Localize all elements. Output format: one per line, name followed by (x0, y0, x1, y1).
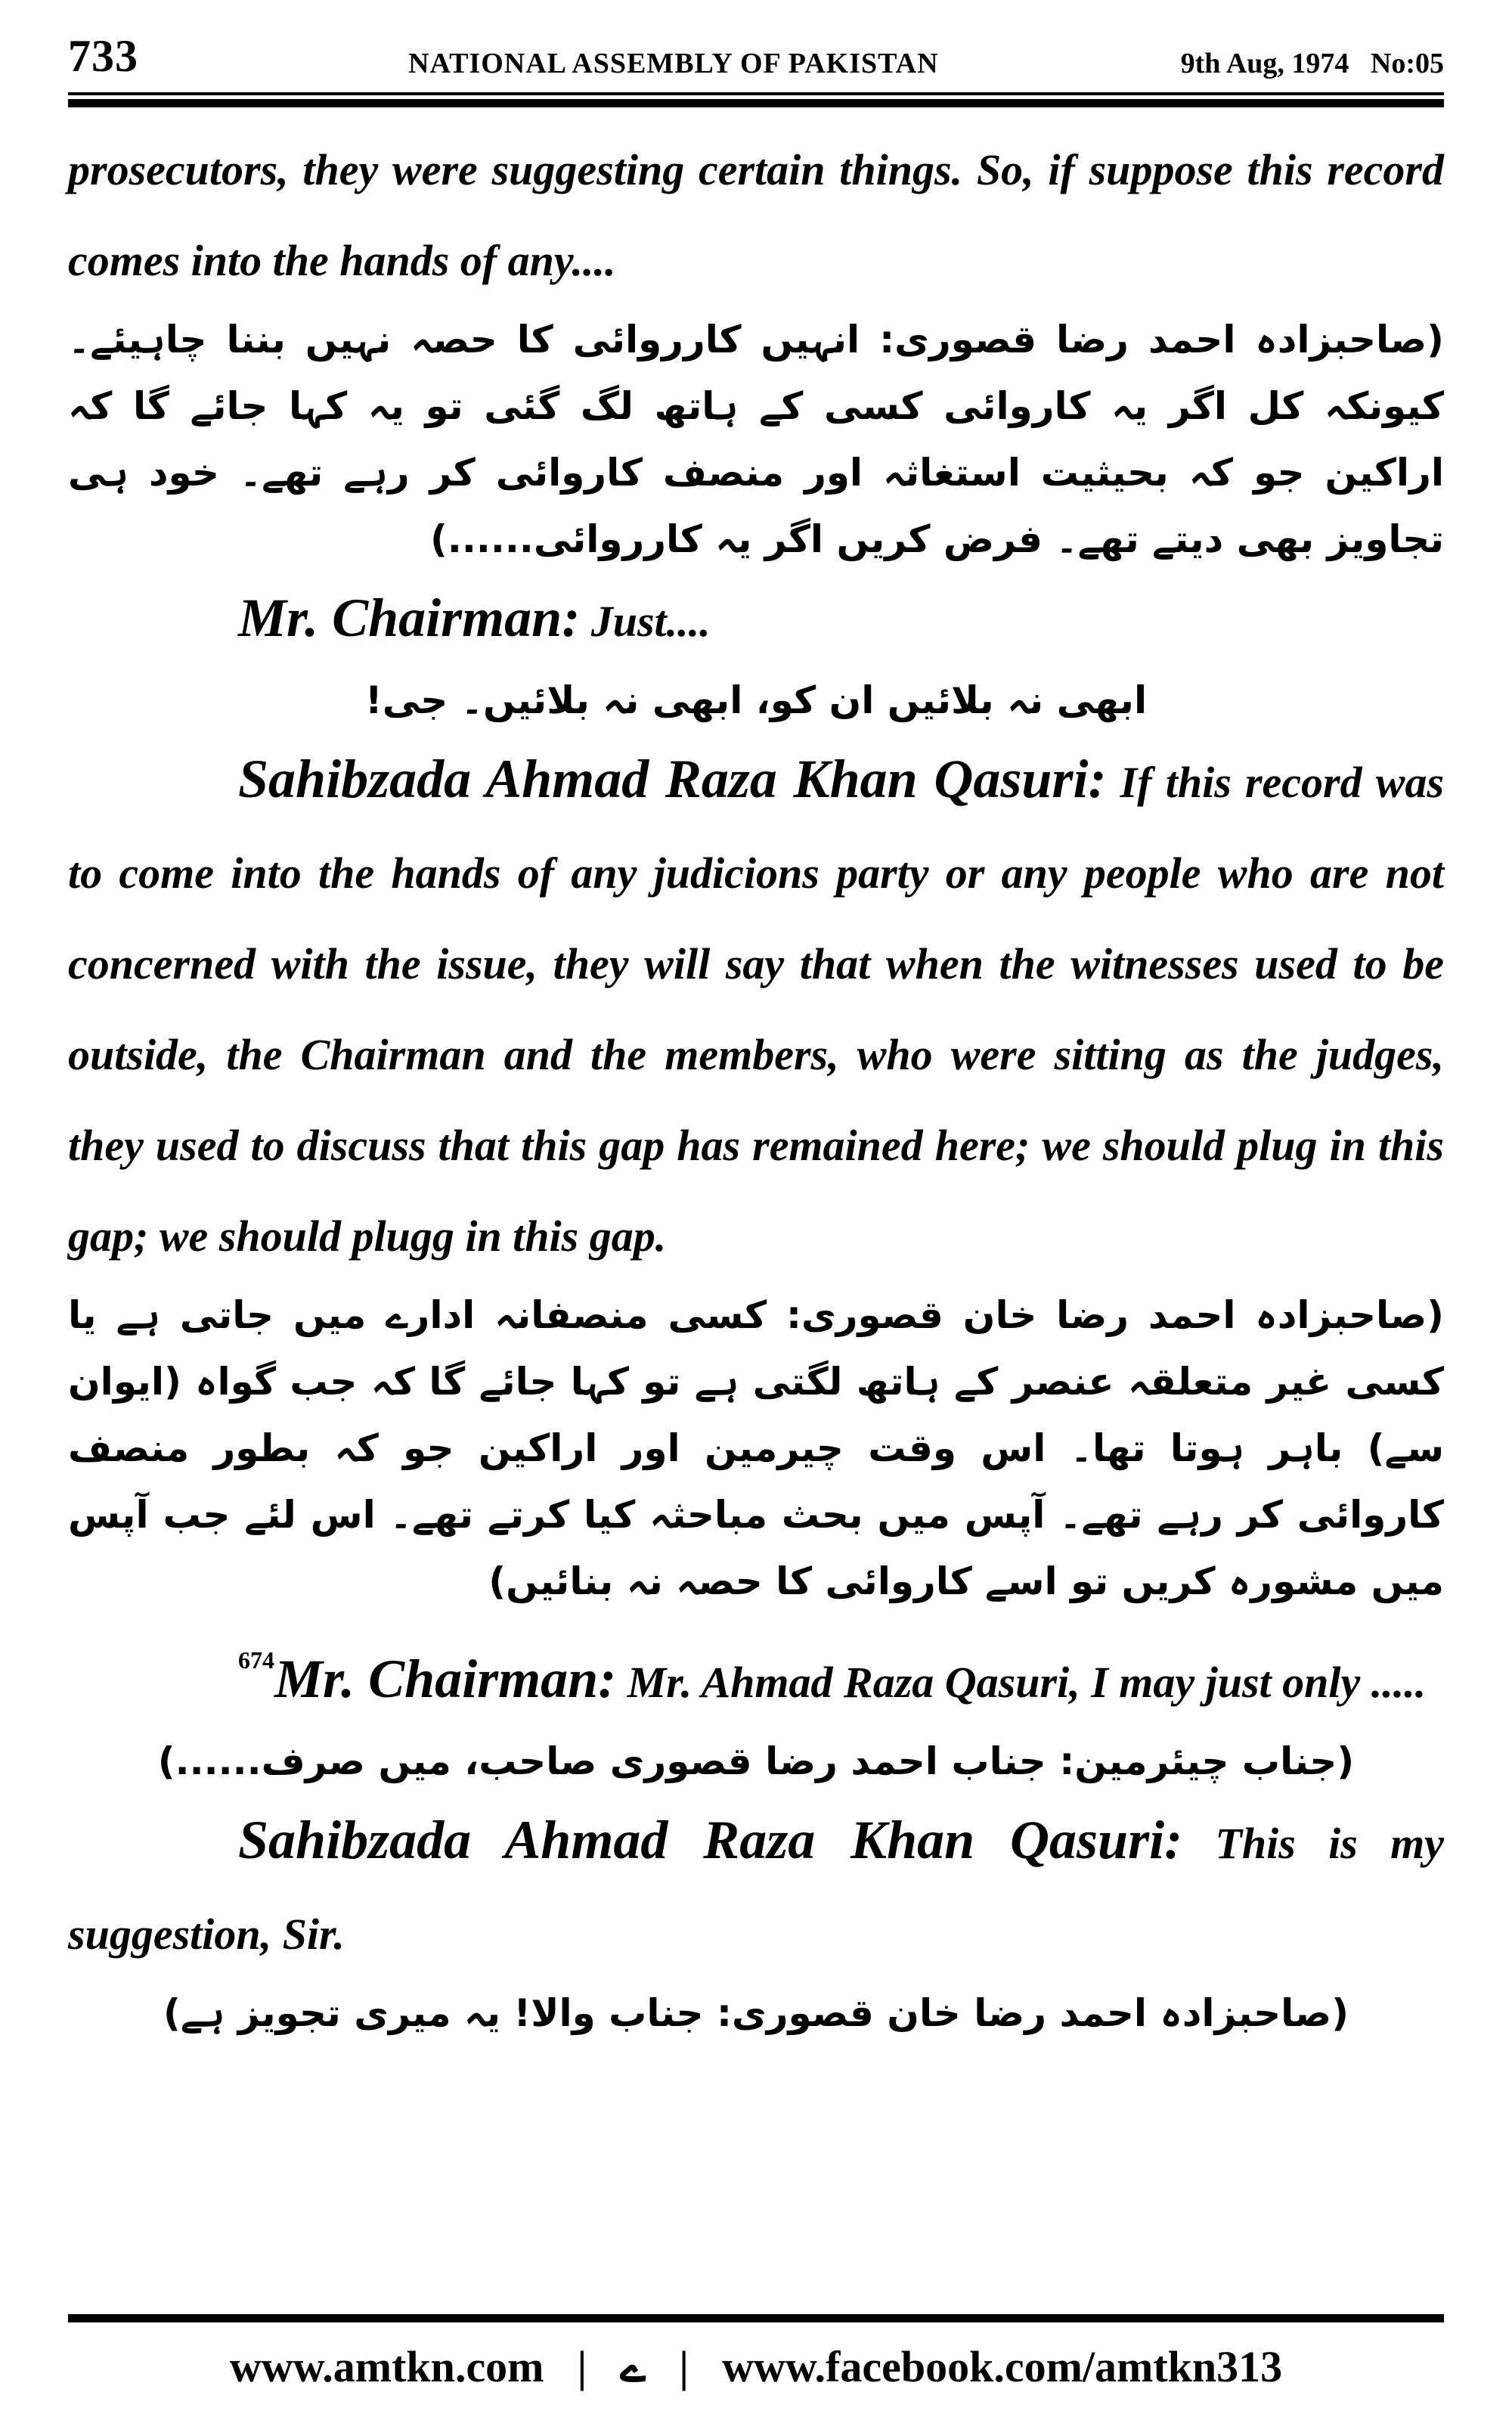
header-title: NATIONAL ASSEMBLY OF PAKISTAN (408, 48, 939, 79)
urdu-paragraph-1: (صاحبزادہ احمد رضا قصوری: انہیں کارروائی کا حصہ نہیں بننا چاہیئے۔ کیونکہ کل اگر یہ کاروائی کسی کے ہاتھ لگ گئی تو یہ کہا جائے گا کہ اراکین جو کہ بحیثیت استغاثہ اور منصف کاروائی کر رہے تھے۔ خود ہی تجاویز بھی دیتے تھے۔ فرض کریں اگر یہ کارروائی......) (68, 318, 1444, 561)
paragraph-qasuri-record (68, 734, 1444, 1282)
paragraph-chairman-just (68, 572, 1444, 667)
speech-text: This is my suggestion, Sir. (68, 1819, 1445, 1959)
speech-text: Mr. Ahmad Raza Qasuri, I may just only ..... (627, 1658, 1427, 1707)
footer-facebook-link[interactable]: www.facebook.com/amtkn313 (722, 2341, 1283, 2391)
footer-separator: | (679, 2341, 689, 2391)
paragraph-qasuri-suggestion (68, 1795, 1444, 1980)
speaker-label: Sahibzada Ahmad Raza Khan Qasuri: (238, 1810, 1183, 1870)
page-number: 733 (68, 31, 138, 81)
footer-urdu-page: ے (620, 2341, 646, 2392)
speaker-label: Sahibzada Ahmad Raza Khan Qasuri: (238, 749, 1107, 809)
page-content (68, 125, 1444, 2046)
paragraph-chairman-qasuri (68, 1615, 1444, 1728)
urdu-paragraph-3: (صاحبزادہ احمد رضا خان قصوری: کسی منصفانہ ادارے میں جاتی ہے یا کسی غیر متعلقہ عنصر کے ہاتھ لگتی ہے تو کہا جائے گا کہ جب گواہ (ایوان سے) باہر ہوتا تھا۔ اس وقت چیرمین اور اراکین جو کہ بطور منصف کاروائی کر رہے تھے۔ آپس میں بحث مباحثہ کیا کرتے تھے۔ اس لئے جب آپس میں مشورہ کریں تو اسے کاروائی کا حصہ نہ بنائیں) (68, 1293, 1444, 1603)
footer-website-link[interactable]: www.amtkn.com (229, 2341, 544, 2391)
footer-separator: | (577, 2341, 587, 2391)
urdu-paragraph-2: ابھی نہ بلائیں ان کو، ابھی نہ بلائیں۔ جی! (364, 678, 1148, 722)
header-date: 9th Aug, 1974 No:05 (1180, 48, 1444, 79)
footnote-marker: 674 (238, 1646, 274, 1674)
footer-rule (68, 2314, 1444, 2322)
paragraph-prosecutors: prosecutors, they were suggesting certain things. So, if suppose this record comes into the hands of any.... (68, 145, 1444, 285)
page-header (68, 30, 1444, 91)
speech-text: Just.... (590, 597, 711, 646)
page-footer (68, 2341, 1444, 2392)
header-rule-thick (68, 99, 1444, 107)
urdu-paragraph-5: (صاحبزادہ احمد رضا خان قصوری: جناب والا! یہ میری تجویز ہے) (163, 1991, 1349, 2035)
header-rule-thin (68, 92, 1444, 95)
urdu-paragraph-4: (جناب چیئرمین: جناب احمد رضا قصوری صاحب، میں صرف......) (157, 1739, 1355, 1783)
speaker-label: Mr. Chairman: (238, 588, 581, 648)
speech-text: If this record was to come into the hands of any judicions party or any people who are not concerned with the issue, they will say that when the witnesses used to be outside, the Chairman and the members, who were sitting as the judges, they used to discuss that this gap has remained here; we should plug in this gap; we should plugg in this gap. (68, 758, 1445, 1261)
speaker-label: Mr. Chairman: (274, 1649, 617, 1709)
